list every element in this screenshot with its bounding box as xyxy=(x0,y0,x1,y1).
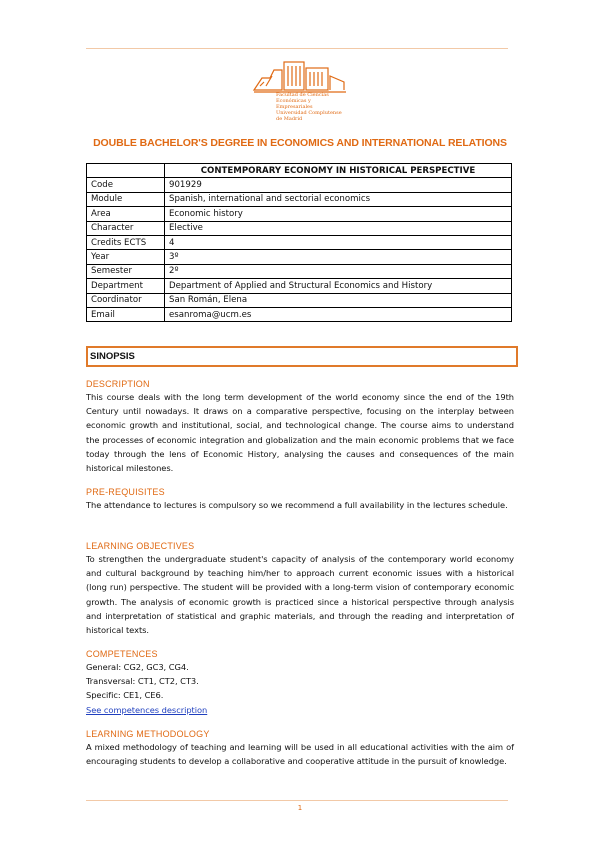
coordinator-email: esanroma@ucm.es xyxy=(165,307,512,321)
page-number: 1 xyxy=(297,804,303,812)
logo-caption: Facultad de Ciencias Económicas y Empresariales Universidad Complutense de Madrid xyxy=(276,92,342,122)
section-text: The attendance to lectures is compulsory so we recommend a full availability in the lectures schedule. xyxy=(86,500,508,510)
footer-rule xyxy=(86,800,508,801)
section-heading: LEARNING OBJECTIVES xyxy=(86,541,195,551)
section-heading: DESCRIPTION xyxy=(86,379,150,389)
competences-section xyxy=(86,649,514,717)
header-rule xyxy=(86,48,508,49)
competences-specific: Specific: CE1, CE6. xyxy=(86,690,164,701)
table-row: Module Spanish, international and sectorial economics xyxy=(87,192,512,206)
prerequisites-section xyxy=(86,487,514,512)
table-row: Department Department of Applied and Structural Economics and History xyxy=(87,279,512,293)
table-row: Email esanroma@ucm.es xyxy=(87,307,512,321)
section-text: A mixed methodology of teaching and learning will be used in all educational activities with the aim of encouraging students to develop a collaborative and cooperative attitude in the pursuit of knowledge. xyxy=(86,742,514,767)
methodology-section xyxy=(86,729,514,768)
section-heading: LEARNING METHODOLOGY xyxy=(86,729,210,739)
table-row: Semester 2º xyxy=(87,264,512,278)
course-info-table xyxy=(86,163,512,322)
table-row: Area Economic history xyxy=(87,207,512,221)
section-text: To strengthen the undergraduate student's capacity of analysis of the contemporary world economy and cultural background by teaching him/her to approach current economic issues with a historical (long run) perspective. The student will be provided with a long-term vision of contemporary economic growth. The analysis of economic growth is practiced since a historical perspective through analysis and interpretation of statistical and graphic materials, and through the reading and interpretation of historical texts. xyxy=(86,554,514,636)
section-heading: COMPETENCES xyxy=(86,649,158,659)
competences-general: General: CG2, GC3, CG4. xyxy=(86,662,189,672)
sinopsis-header: SINOPSIS xyxy=(86,346,518,367)
competences-transversal: Transversal: CT1, CT2, CT3. xyxy=(86,676,199,687)
description-section xyxy=(86,379,514,475)
table-row: Coordinator San Román, Elena xyxy=(87,293,512,307)
table-row: Year 3º xyxy=(87,250,512,264)
section-text: This course deals with the long term development of the world economy since the end of the 19th Century until nowadays. It draws on a comparative perspective, focusing on the interplay between economic growth and institutional, social, and technological change. The course aims to understand the processes of economic integration and globalization and the main economic problems that we face today through the lens of Economic History, analysing the causes and consequences of the main historical milestones. xyxy=(86,392,514,474)
table-row: Character Elective xyxy=(87,221,512,235)
objectives-section xyxy=(86,541,514,637)
table-row: Credits ECTS 4 xyxy=(87,235,512,249)
section-heading: PRE-REQUISITES xyxy=(86,487,165,497)
table-row: Code 901929 xyxy=(87,178,512,192)
course-title: CONTEMPORARY ECONOMY IN HISTORICAL PERSPECTIVE xyxy=(165,164,512,178)
degree-title: DOUBLE BACHELOR'S DEGREE IN ECONOMICS AND INTERNATIONAL RELATIONS xyxy=(93,137,507,149)
competences-description-link[interactable]: See competences description xyxy=(86,704,208,715)
